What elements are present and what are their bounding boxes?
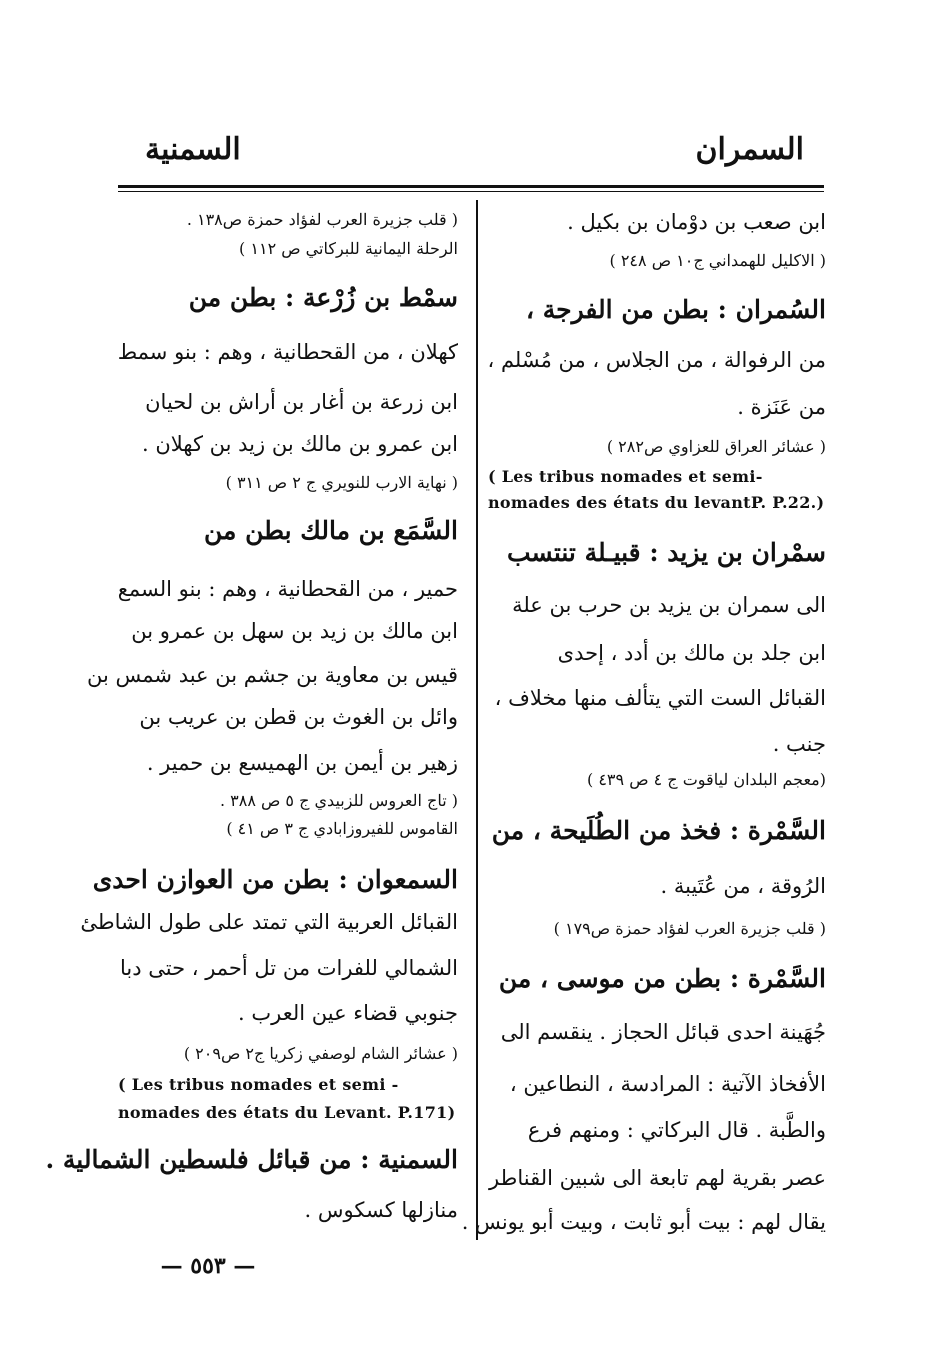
text-line: الشمالي للفرات من تل أحمر ، حتى دبا xyxy=(119,956,458,980)
text-line: زهير بن أيمن بن الهميسع بن حمير . xyxy=(146,751,458,775)
entry-headword-line: السُمران : بطن من الفرجة ، xyxy=(525,295,826,324)
latin-citation: nomades des états du Levant. P.171) xyxy=(118,1103,456,1122)
text-line: الأفخاذ الآتية : المرادسة ، النطاعين ، xyxy=(509,1072,826,1096)
column-divider xyxy=(476,200,478,1240)
latin-citation: ( Les tribus nomades et semi - xyxy=(118,1075,399,1094)
entry-headword-line: السَّمْرة : بطن من موسى ، من xyxy=(498,964,826,993)
source-citation: ( عشائر الشام لوصفي زكريا ج٢ ص٢٠٩ ) xyxy=(183,1044,458,1063)
text-line: القبائل الست التي يتألف منها مخلاف ، xyxy=(494,686,826,710)
text-line: جُهَينة احدى قبائل الحجاز . ينقسم الى xyxy=(500,1020,826,1044)
text-line: ابن جلد بن مالك بن أدد ، إحدى xyxy=(557,641,826,665)
text-line: الرُوقة ، من عُتَيبة . xyxy=(660,874,826,898)
source-citation: الرحلة اليمانية للبركاتي ص ١١٢ ) xyxy=(239,239,458,258)
page-header-right: السمران xyxy=(695,132,804,167)
entry-headword-line: سمْران بن يزيد : قبيـلة تنتسب xyxy=(506,538,826,567)
page-header-left: السمنية xyxy=(145,132,241,167)
text-line: وائل بن الغوث بن قطن بن عريب بن xyxy=(139,705,458,729)
text-line: منازلها كسكوس . xyxy=(304,1198,458,1222)
text-line: ابن عمرو بن مالك بن زيد بن كهلان . xyxy=(141,432,458,456)
text-line: جنوبي قضاء عين العرب . xyxy=(238,1001,458,1025)
source-citation: (معجم البلدان لياقوت ج ٤ ص ٤٣٩ ) xyxy=(587,770,826,789)
text-line: ابن زرعة بن أغار بن أراش بن لحيان xyxy=(145,390,458,414)
latin-citation: nomades des états du levantP. P.22.) xyxy=(488,493,825,512)
text-line: جنب . xyxy=(772,732,826,756)
header-rule-thick xyxy=(118,185,824,188)
text-line: الى سمران بن يزيد بن حرب بن علة xyxy=(512,593,826,617)
source-citation: ( تاج العروس للزبيدي ج ٥ ص ٣٨٨ . xyxy=(219,791,458,810)
source-citation: ( قلب جزيرة العرب لفؤاد حمزة ص١٣٨ . xyxy=(186,210,458,229)
text-line: حمير ، من القحطانية ، وهم : بنو السمع xyxy=(117,577,458,601)
entry-headword-line: السمعوان : بطن من العوازن احدى xyxy=(92,865,458,894)
latin-citation: ( Les tribus nomades et semi- xyxy=(488,467,763,486)
text-line: القبائل العربية التي تمتد على طول الشاطئ xyxy=(80,910,458,934)
header-rule-thin xyxy=(118,191,824,192)
source-citation: ( الاكليل للهمداني ج١٠ ص ٢٤٨ ) xyxy=(609,251,826,270)
text-line: عصر بقرية لهم تابعة الى شبين القناطر xyxy=(489,1166,826,1190)
entry-headword-line: السَّمْرة : فخذ من الطُلَيحة ، من xyxy=(491,816,826,845)
entry-headword-line: سمْط بن زُرْعة : بطن من xyxy=(188,283,458,312)
source-citation: القاموس للفيروزابادي ج ٣ ص ٤١ ) xyxy=(226,819,458,838)
text-line: كهلان ، من القحطانية ، وهم : بنو سمط xyxy=(117,340,458,364)
text-line: من الرفوالة ، من الجلاس ، من مُسْلم ، xyxy=(487,348,826,372)
text-line: من عَنَزة . xyxy=(737,395,826,419)
text-line: يقال لهم : بيت أبو ثابت ، وبيت أبو يونس . xyxy=(461,1210,826,1234)
source-citation: ( قلب جزيرة العرب لفؤاد حمزة ص١٧٩ ) xyxy=(553,919,826,938)
text-line: والطَّبة . قال البركاتي : ومنهم فرع xyxy=(527,1118,826,1142)
entry-headword-line: السَّمَع بن مالك بطن من xyxy=(203,516,458,545)
page-number: — ٥٥٣ — xyxy=(160,1253,256,1279)
source-citation: ( عشائر العراق للعزاوي ص٢٨٢ ) xyxy=(606,437,826,456)
text-line: ابن مالك بن زيد بن سهل بن عمرو بن xyxy=(131,619,458,643)
source-citation: ( نهاية الارب للنويري ج ٢ ص ٣١١ ) xyxy=(225,473,458,492)
text-line: قيس بن معاوية بن جشم بن عبد شمس بن xyxy=(87,663,458,687)
text-line: ابن صعب بن دوْمان بن بكيل . xyxy=(567,210,826,234)
entry-headword-line: السمنية : من قبائل فلسطين الشمالية . xyxy=(45,1145,458,1174)
